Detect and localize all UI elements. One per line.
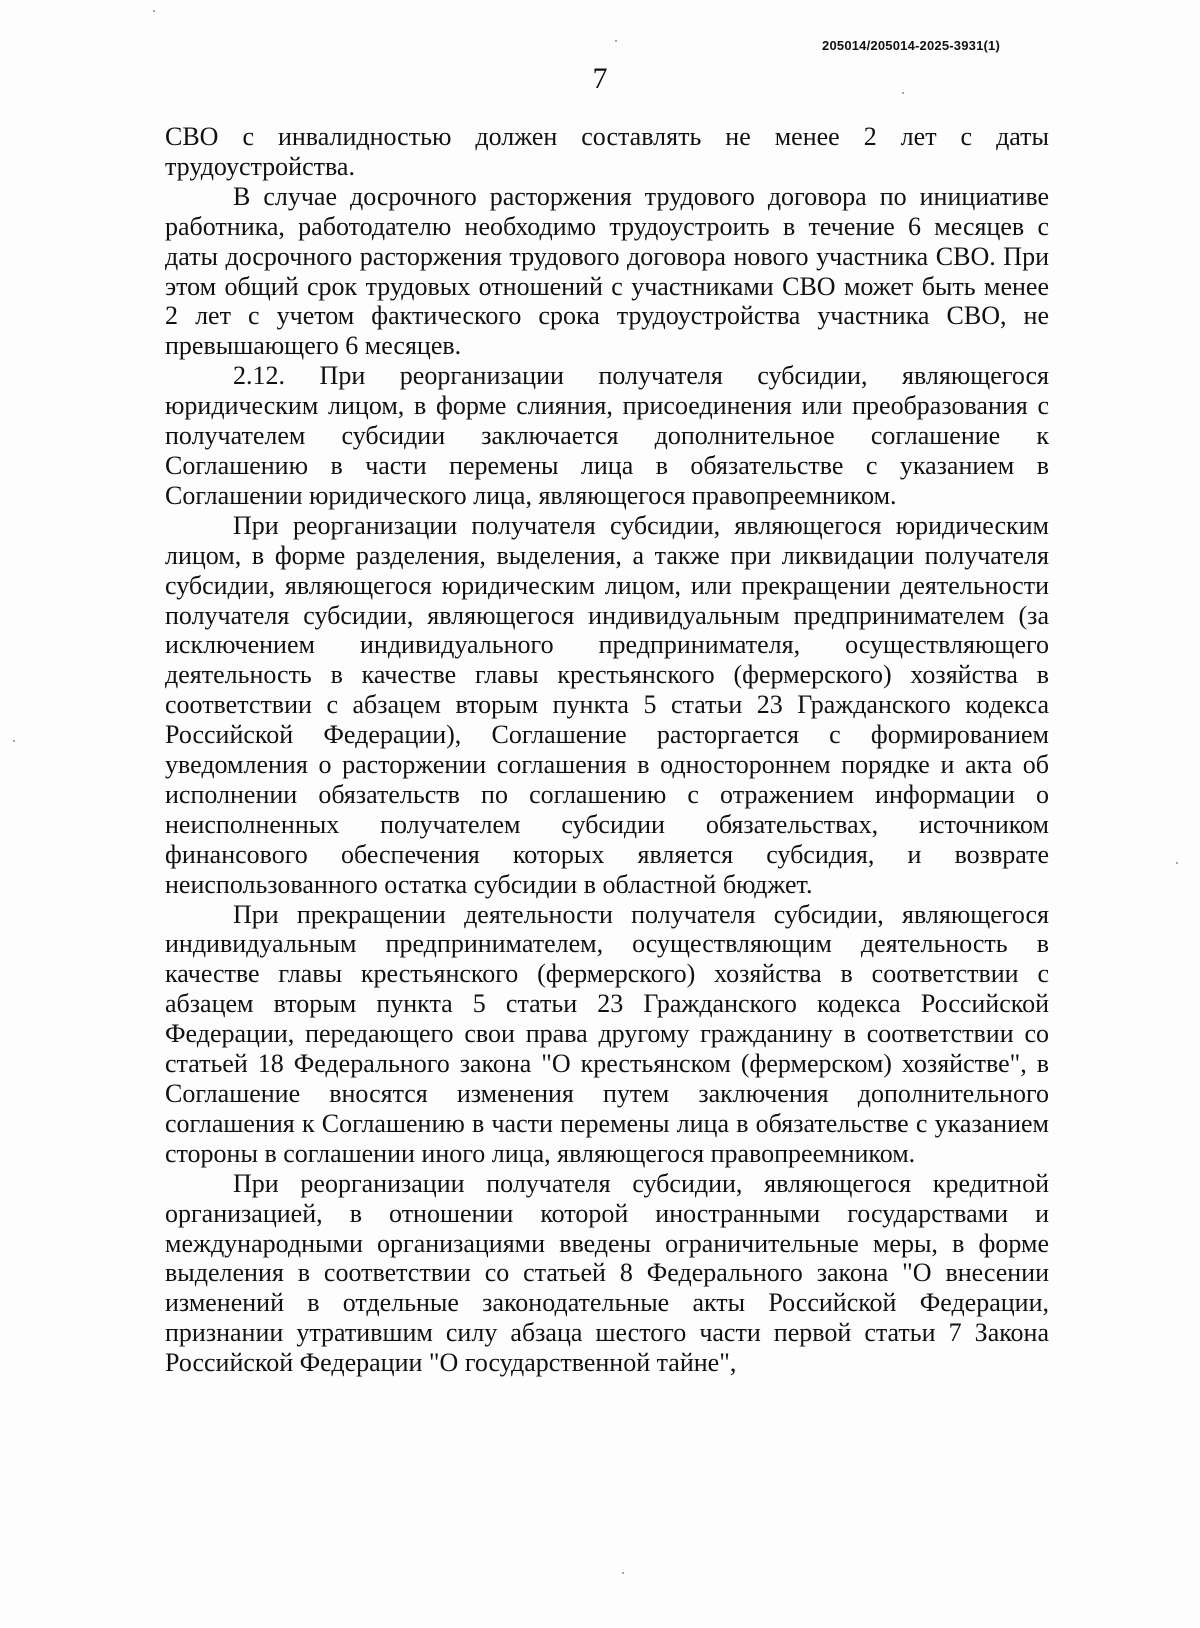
paragraph-early-termination: В случае досрочного расторжения трудового договора по инициативе работника, работодателю необходимо трудоустроить в течение 6 месяцев с даты досрочного расторжения трудового договора нового участника СВО. При этом общий срок трудовых отношений с участниками СВО может быть менее 2 лет с учетом фактического срока трудоустройства участника СВО, не превышающего 6 месяцев. <box>165 181 1049 361</box>
document-id: 205014/205014-2025-3931(1) <box>822 38 1000 53</box>
paragraph-farm-termination: При прекращении деятельности получателя субсидии, являющегося индивидуальным предпринимателем, осуществляющим деятельность в качестве главы крестьянского (фермерского) хозяйства в соответствии с абзацем вторым пункта 5 статьи 23 Гражданского кодекса Российской Федерации, передающего свои права другому гражданину в соответствии со статьей 18 Федерального закона "О крестьянском (фермерском) хозяйстве", в Соглашение вносятся изменения путем заключения дополнительного соглашения к Соглашению в части перемены лица в обязательстве с указанием стороны в соглашении иного лица, являющегося правопреемником. <box>165 899 1049 1168</box>
scan-speck <box>153 10 155 12</box>
paragraph-continuation: СВО с инвалидностью должен составлять не менее 2 лет с даты трудоустройства. <box>165 122 1049 181</box>
scan-speck <box>1176 862 1178 864</box>
scan-speck <box>615 40 617 42</box>
document-body <box>165 122 1049 1378</box>
scan-speck <box>902 92 904 94</box>
page-number: 7 <box>592 62 608 95</box>
paragraph-reorganization-division: При реорганизации получателя субсидии, являющегося юридическим лицом, в форме разделения, выделения, а также при ликвидации получателя субсидии, являющегося юридическим лицом, или прекращении деятельности получателя субсидии, являющегося индивидуальным предпринимателем (за исключением индивидуального предпринимателя, осуществляющего деятельность в качестве главы крестьянского (фермерского) хозяйства в соответствии с абзацем вторым пункта 5 статьи 23 Гражданского кодекса Российской Федерации), Соглашение расторгается с формированием уведомления о расторжении соглашения в одностороннем порядке и акта об исполнении обязательств по соглашению с отражением информации о неисполненных получателем субсидии обязательствах, источником финансового обеспечения которых является субсидия, и возврате неиспользованного остатка субсидии в областной бюджет. <box>165 510 1049 899</box>
scan-speck <box>622 1572 624 1574</box>
scan-speck <box>13 740 15 742</box>
paragraph-credit-organization: При реорганизации получателя субсидии, являющегося кредитной организацией, в отношении которой иностранными государствами и международными организациями введены ограничительные меры, в форме выделения в соответствии со статьей 8 Федерального закона "О внесении изменений в отдельные законодательные акты Российской Федерации, признании утратившим силу абзаца шестого части первой статьи 7 Закона Российской Федерации "О государственной тайне", <box>165 1168 1049 1378</box>
paragraph-2-12: 2.12. При реорганизации получателя субсидии, являющегося юридическим лицом, в форме слияния, присоединения или преобразования с получателем субсидии заключается дополнительное соглашение к Соглашению в части перемены лица в обязательстве с указанием в Соглашении юридического лица, являющегося правопреемником. <box>165 361 1049 510</box>
